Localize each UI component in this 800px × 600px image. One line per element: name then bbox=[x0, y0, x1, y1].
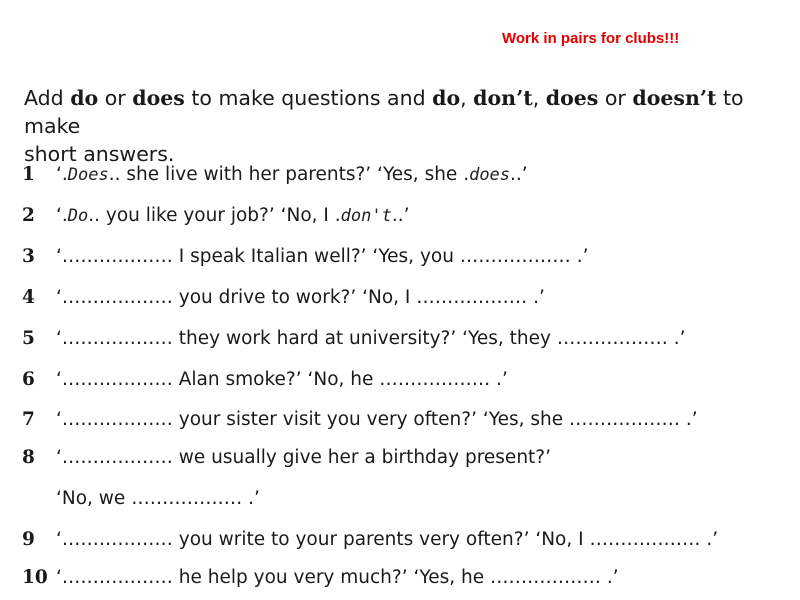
item-text: ..’ bbox=[510, 164, 528, 185]
item-number: 7 bbox=[22, 409, 35, 430]
exercise-item-6 bbox=[22, 365, 508, 395]
item-text: .. you like your job?’ ‘No, I . bbox=[88, 205, 341, 226]
item-text: ‘……………… you write to your parents very often?’ ‘No, I ……………… .’ bbox=[56, 529, 719, 550]
instr-text: to make questions and bbox=[184, 86, 433, 110]
instr-text: , bbox=[460, 86, 474, 110]
instr-text: to make bbox=[24, 86, 744, 138]
exercise-item-4 bbox=[22, 283, 545, 313]
item-text: ‘……………… they work hard at university?’ ‘Yes, they ……………… .’ bbox=[56, 328, 686, 349]
instr-keyword: do bbox=[70, 86, 99, 110]
exercise-item-3 bbox=[22, 242, 588, 272]
instr-keyword: does bbox=[545, 86, 599, 110]
item-text: ‘No, we ……………… .’ bbox=[56, 488, 260, 509]
instr-text: short answers. bbox=[24, 142, 175, 166]
item-text: ‘……………… Alan smoke?’ ‘No, he ……………… .’ bbox=[56, 369, 508, 390]
handwritten-answer: Do bbox=[67, 206, 89, 226]
instr-keyword: do bbox=[432, 86, 461, 110]
item-text: ‘……………… I speak Italian well?’ ‘Yes, you ……………… .’ bbox=[56, 246, 589, 267]
item-number: 6 bbox=[22, 369, 35, 390]
instr-text: Add bbox=[24, 86, 71, 110]
item-text: ‘……………… we usually give her a birthday present?’ bbox=[56, 447, 551, 468]
instr-keyword: does bbox=[132, 86, 185, 110]
item-text: ..’ bbox=[391, 205, 410, 226]
item-number: 9 bbox=[22, 529, 35, 550]
exercise-item-8-answer bbox=[22, 484, 260, 514]
pairs-note: Work in pairs for clubs!!! bbox=[502, 30, 680, 47]
exercise-item-2 bbox=[22, 201, 409, 231]
item-number: 2 bbox=[22, 205, 35, 226]
item-number: 1 bbox=[22, 164, 35, 185]
exercise-item-9 bbox=[22, 525, 718, 555]
instr-text: or bbox=[98, 86, 133, 110]
item-text: ‘……………… your sister visit you very often?’ ‘Yes, she ……………… .’ bbox=[56, 409, 698, 430]
instr-keyword: don’t bbox=[473, 86, 533, 110]
handwritten-answer: don't bbox=[340, 206, 392, 226]
exercise-instructions bbox=[24, 84, 784, 168]
instr-text: or bbox=[598, 86, 633, 110]
exercise-item-8 bbox=[22, 443, 551, 473]
exercise-item-5 bbox=[22, 324, 685, 354]
exercise-item-7 bbox=[22, 405, 698, 435]
item-number: 3 bbox=[22, 246, 35, 267]
item-number: 10 bbox=[22, 567, 48, 588]
instr-keyword: doesn’t bbox=[632, 86, 717, 110]
handwritten-answer: does bbox=[469, 165, 511, 185]
item-text: ‘……………… you drive to work?’ ‘No, I ……………… .’ bbox=[56, 287, 545, 308]
item-text: ‘. bbox=[56, 164, 68, 185]
item-text: .. she live with her parents?’ ‘Yes, she . bbox=[108, 164, 470, 185]
exercise-item-10 bbox=[22, 563, 619, 593]
item-number: 8 bbox=[22, 447, 35, 468]
item-text: ‘……………… he help you very much?’ ‘Yes, he ……………… .’ bbox=[56, 567, 619, 588]
exercise-item-1 bbox=[22, 160, 528, 190]
handwritten-answer: Does bbox=[67, 165, 109, 185]
item-number: 5 bbox=[22, 328, 35, 349]
item-text: ‘. bbox=[56, 205, 68, 226]
instr-text: , bbox=[532, 86, 546, 110]
item-number: 4 bbox=[22, 287, 35, 308]
